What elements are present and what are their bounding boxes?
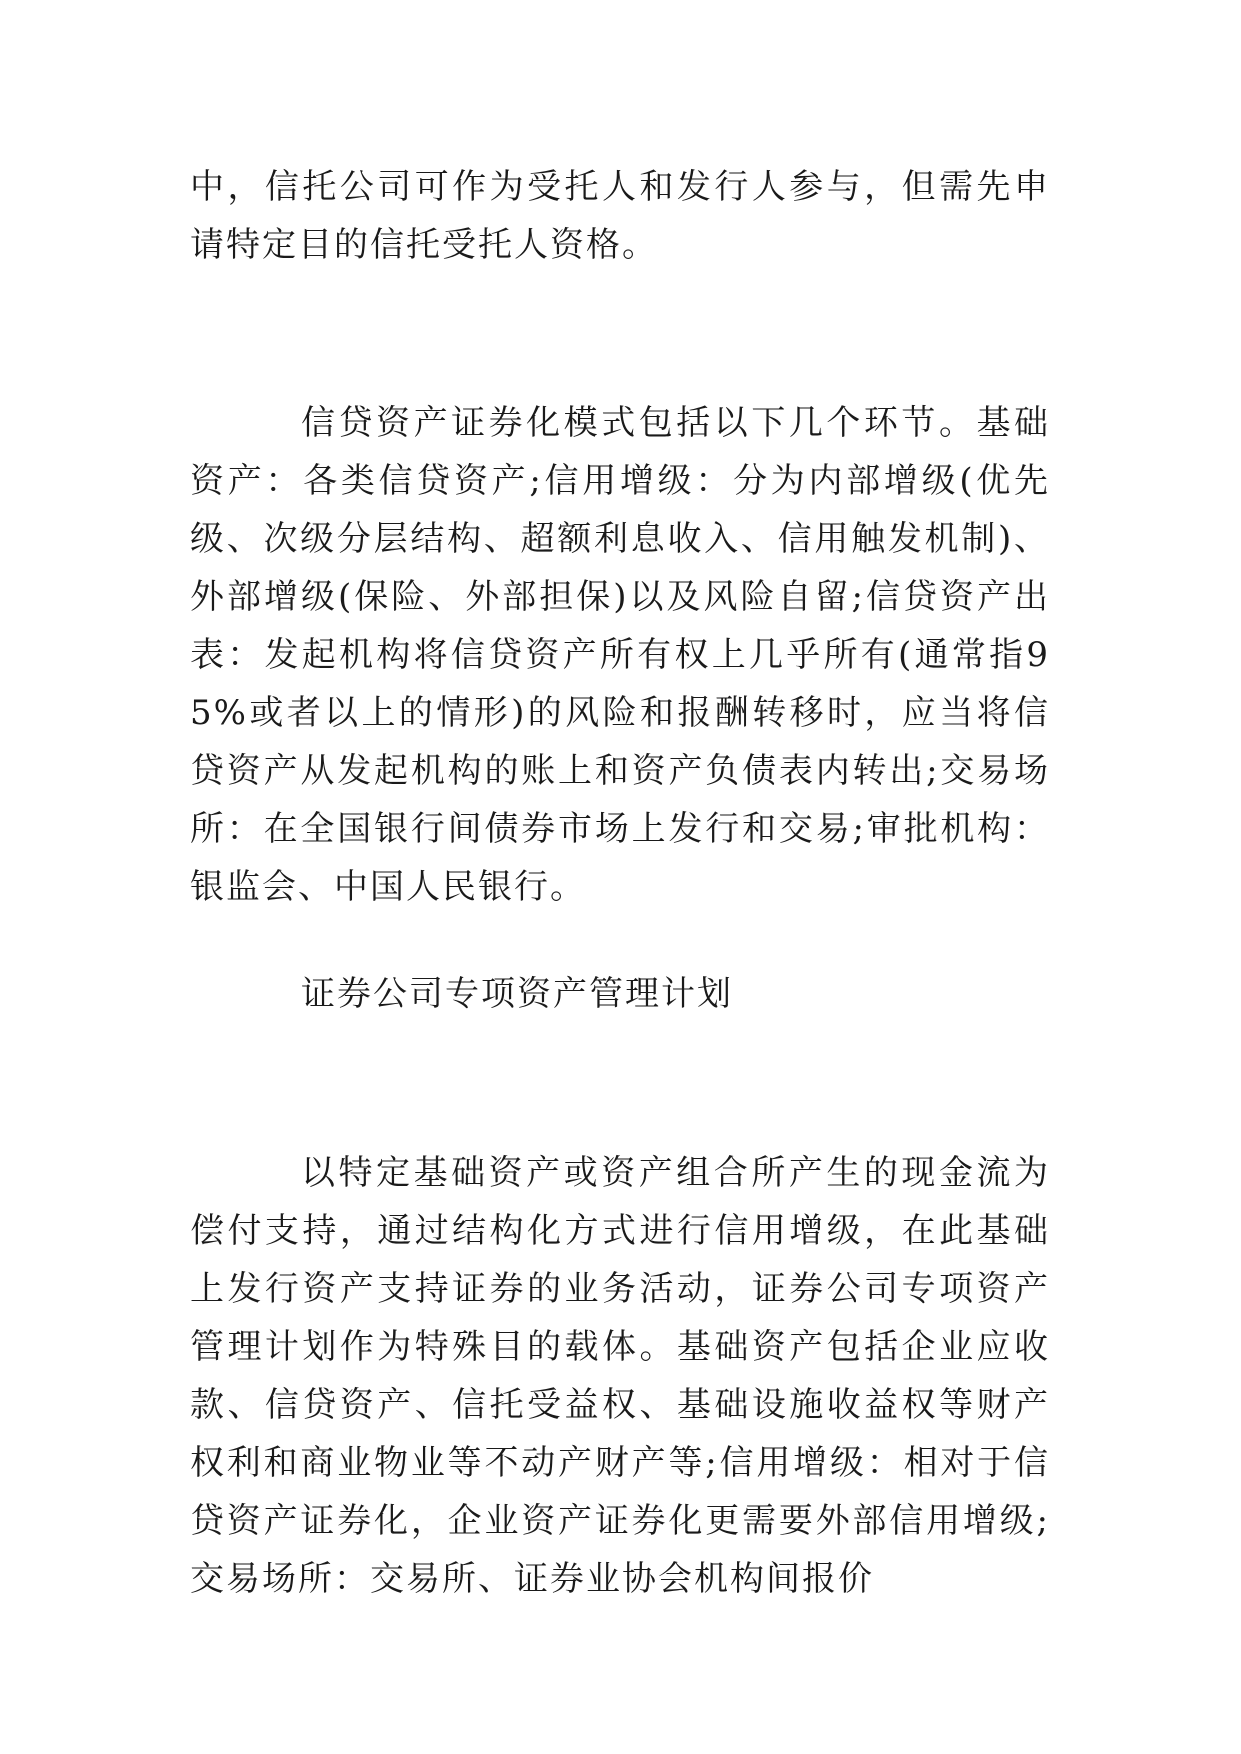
paragraph-special-asset-plan: 以特定基础资产或资产组合所产生的现金流为偿付支持，通过结构化方式进行信用增级，在此基础上发行资产支持证券的业务活动，证券公司专项资产管理计划作为特殊目的载体。基础资产包括企业应收款、信贷资产、信托受益权、基础设施收益权等财产权利和商业物业等不动产财产等;信用增级：相对于信贷资产证券化，企业资产证券化更需要外部信用增级;交易场所：交易所、证券业协会机构间报价 bbox=[190, 1153, 1050, 1599]
section-heading-securities-asset-plan: 证券公司专项资产管理计划 bbox=[301, 974, 733, 1014]
paragraph-trust-company: 中，信托公司可作为受托人和发行人参与，但需先申请特定目的信托受托人资格。 bbox=[190, 167, 1050, 265]
paragraph-credit-asset-securitization: 信贷资产证券化模式包括以下几个环节。基础资产：各类信贷资产;信用增级：分为内部增级(优先级、次级分层结构、超额利息收入、信用触发机制)、外部增级(保险、外部担保)以及风险自留;信贷资产出表：发起机构将信贷资产所有权上几乎所有(通常指95%或者以上的情形)的风险和报酬转移时，应当将信贷资产从发起机构的账上和资产负债表内转出;交易场所：在全国银行间债券市场上发行和交易;审批机构：银监会、中国人民银行。 bbox=[190, 403, 1050, 907]
